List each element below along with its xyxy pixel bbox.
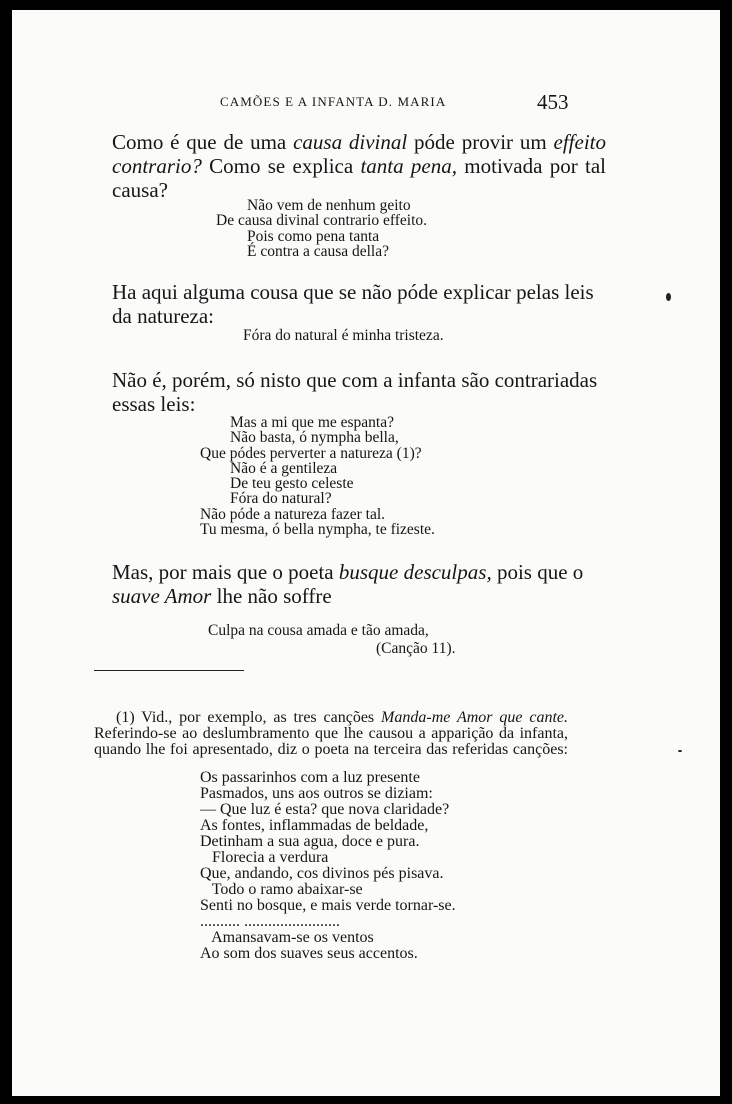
footnote-line-3: quando lhe foi apresentado, diz o poeta na terceira das referidas canções: [94,741,568,758]
poem-1-verse: É contra a causa della? [247,242,389,260]
poem-1 [216,198,427,259]
poem-2-verse: Não é a gentileza [230,459,338,477]
footnote-separator [94,670,244,671]
emphasis-tanta-pena: tanta pena, [360,154,457,178]
emphasis-contrario: contrario? [112,154,202,178]
footnote-poem-verse: Todo o ramo abaixar-se [200,881,363,898]
poem-2-verse: Mas a mi que me espanta? [230,414,394,431]
emphasis-manda-me-amor: Manda-me Amor que cante. [381,709,569,726]
paragraph-4-line-2 [112,584,568,608]
footnote [94,710,568,758]
poem-2-verse: Que pódes perverter a natureza (1)? [200,444,422,462]
text-run: Como é que de uma [112,130,294,154]
poem-2-verse: De teu gesto celeste [230,475,354,493]
text-run: lhe não soffre [211,584,332,608]
page-number: 453 [537,90,569,114]
paragraph-3-line-1: Não é, porém, só nisto que com a infanta são contrariadas [112,368,598,392]
poem-2-verse: Não póde a natureza fazer tal. [200,505,386,523]
footnote-poem-verse: Que, andando, cos divinos pés pisava. [200,865,444,882]
text-run: póde provir um [407,130,554,154]
quote-2-citation: (Canção 11). [376,640,456,657]
footnote-poem-verse: Amansavam-se os ventos [200,929,374,946]
poem-2-verse: Não basta, ó nympha bella, [230,429,399,447]
paragraph-4 [112,560,584,608]
text-run: Como se explica [201,154,361,178]
emphasis-suave-amor: suave Amor [112,584,212,608]
footnote-poem [200,770,456,962]
footnote-poem-verse: Ao som dos suaves seus accentos. [200,945,418,962]
text-run: (1) Vid., por exemplo, as tres canções [116,709,382,726]
paragraph-2-line-1: Ha aqui alguma cousa que se não póde explicar pelas leis [112,280,594,304]
paragraph-2-line-2: da natureza: [112,304,215,328]
poem-2 [200,415,435,537]
poem-1-verse: Pois como pena tanta [247,227,380,245]
footnote-poem-verse: As fontes, inflammadas de beldade, [200,817,429,834]
footnote-line-1 [94,710,568,726]
quote-2-verse: Culpa na cousa amada e tão amada, [208,622,429,639]
footnote-poem-verse: Senti no bosque, e mais verde tornar-se. [200,897,456,914]
poem-1-verse: De causa divinal contrario effeito. [216,212,428,230]
text-run: Mas, por mais que o poeta [112,560,339,584]
poem-1-verse: Não vem de nenhum geito [247,197,411,214]
footnote-line-2: Referindo-se ao deslumbramento que lhe causou a apparição da infanta, [94,725,568,742]
paragraph-1-line-3: causa? [112,178,168,202]
paragraph-1-line-1 [112,130,606,154]
ink-speck [678,750,682,752]
emphasis-effeito: effeito [553,130,606,154]
paragraph-1 [112,130,606,202]
footnote-poem-ellipsis: .......... ........................ [200,913,340,930]
footnote-poem-verse: — Que luz é esta? que nova claridade? [200,801,450,818]
footnote-poem-verse: Pasmados, uns aos outros se diziam: [200,785,433,802]
text-run: pois que o [491,560,584,584]
text-run: motivada por tal [457,154,606,178]
paragraph-4-line-1 [112,560,584,584]
footnote-poem-verse: Os passarinhos com a luz presente [200,769,420,786]
poem-2-verse: Fóra do natural? [230,490,332,508]
running-header: CAMÕES E A INFANTA D. MARIA [220,94,447,109]
poem-2-verse: Tu mesma, ó bella nympha, te fizeste. [200,521,435,539]
paragraph-1-line-2 [112,154,606,178]
book-page [12,10,720,1096]
emphasis-busque-desculpas: busque desculpas, [338,560,492,584]
ink-speck [666,293,671,301]
footnote-poem-verse: Detinham a sua agua, doce e pura. [200,833,420,850]
quote-2 [208,622,455,658]
emphasis-causa-divinal: causa divinal [293,130,408,154]
footnote-poem-verse: Florecia a verdura [200,849,329,866]
paragraph-3 [112,368,598,416]
paragraph-3-line-2: essas leis: [112,392,196,416]
quote-1: Fóra do natural é minha tristeza. [243,327,444,344]
paragraph-2 [112,280,594,328]
